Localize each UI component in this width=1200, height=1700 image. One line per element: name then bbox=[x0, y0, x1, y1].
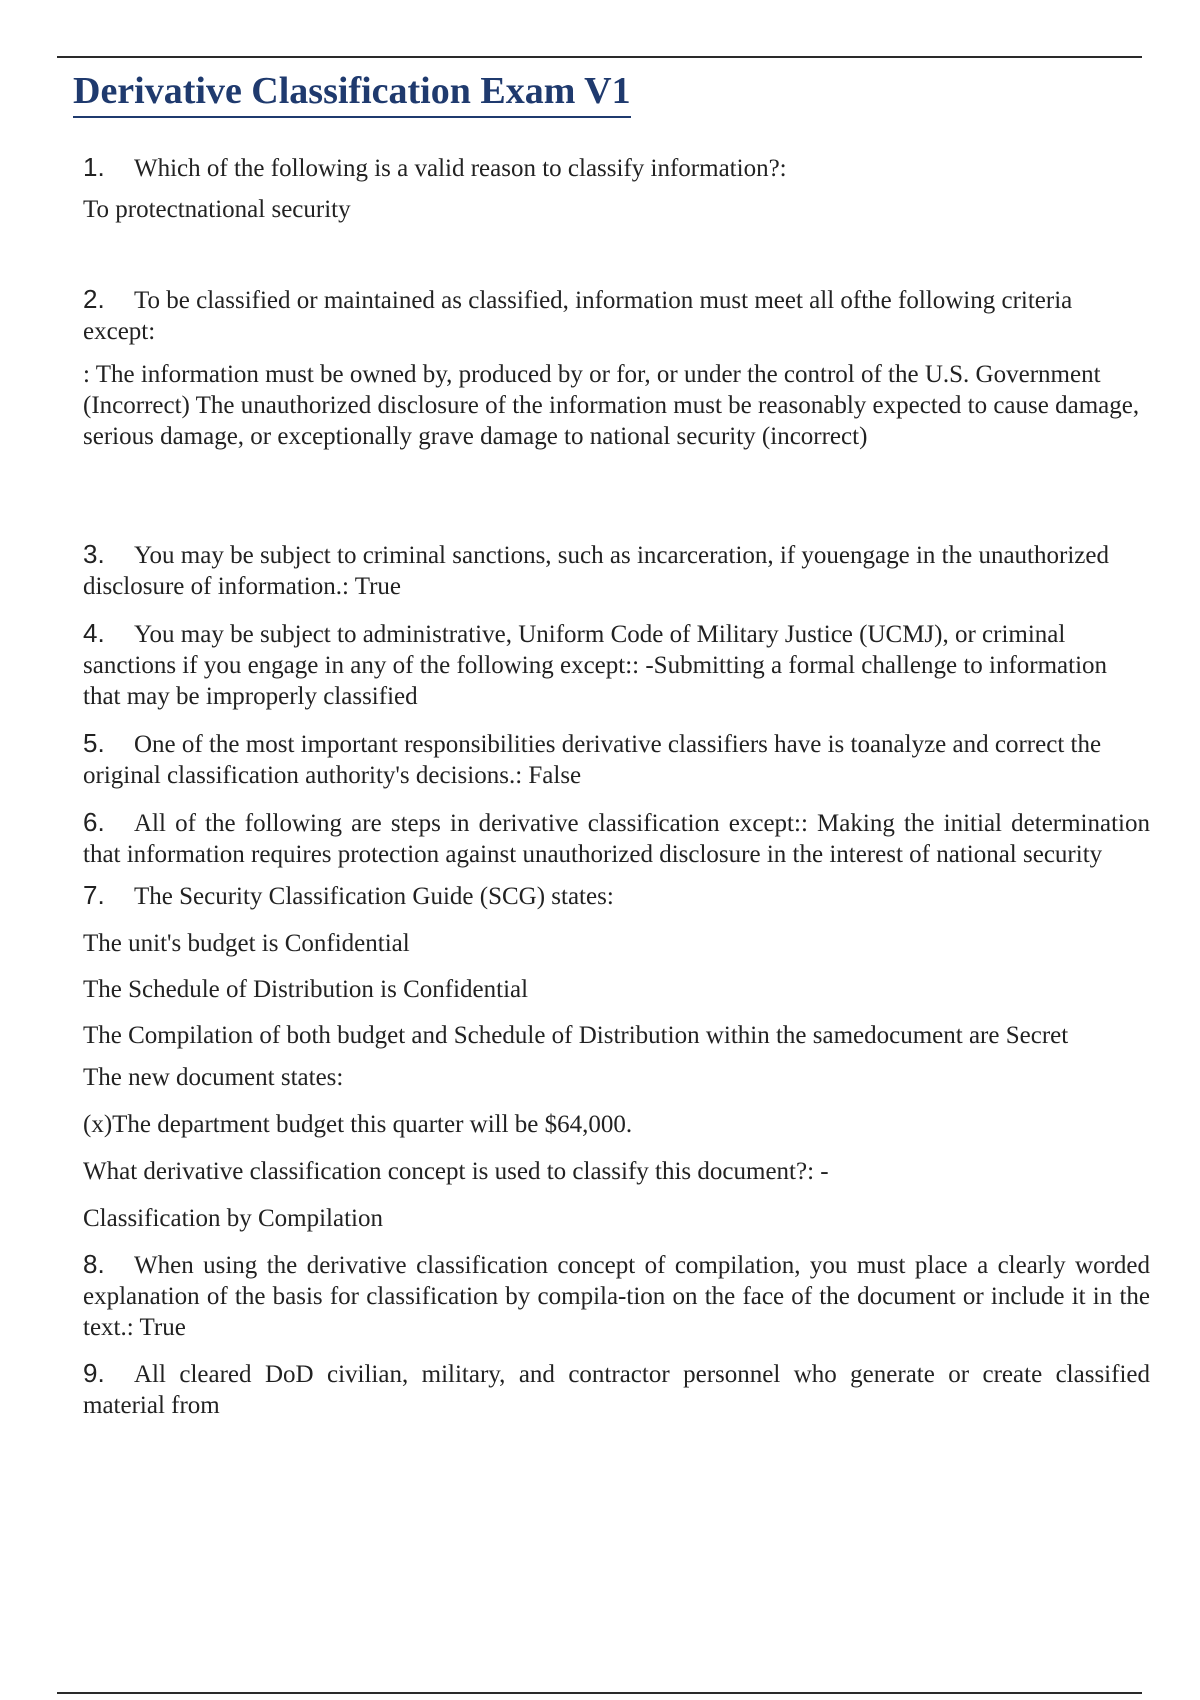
answer-2: : The information must be owned by, produced by or for, or under the control of the U.S. Government (Incorrect) The unauthorized disclosure of the information must be reasonably expected to cause damage, serious damage, or exceptionally grave damage to national security (incorrect) bbox=[83, 361, 1140, 450]
scenario-line: The Compilation of both budget and Schedule of Distribution within the samedocument are Secret bbox=[83, 1022, 1069, 1049]
question-8 bbox=[83, 1249, 1150, 1343]
answer-1: To protectnational security bbox=[83, 196, 351, 223]
question-text: To be classified or maintained as classified, information must meet all ofthe following criteria except: bbox=[83, 287, 1073, 345]
question-5 bbox=[83, 728, 1150, 791]
document-body bbox=[83, 152, 1150, 1421]
question-text: One of the most important responsibilities derivative classifiers have is toanalyze and correct the original classification authority's decisions.: False bbox=[83, 731, 1102, 789]
question-number: 4. bbox=[83, 618, 105, 648]
question-text: All of the following are steps in derivative classification except:: Making the initial determination that information requires protection against unauthorized disclosure in the interest of national security bbox=[83, 810, 1150, 868]
question-number: 8. bbox=[83, 1249, 105, 1279]
question-text: You may be subject to criminal sanctions, such as incarceration, if youengage in the unauthorized disclosure of information.: True bbox=[83, 542, 1109, 600]
question-7 bbox=[83, 880, 1150, 912]
question-number: 7. bbox=[83, 880, 105, 910]
question-text: When using the derivative classification concept of compilation, you must place a clearly worded explanation of the basis for classification by compila-tion on the face of the document or include it in the text.: True bbox=[83, 1252, 1150, 1341]
question-3 bbox=[83, 539, 1150, 602]
scenario-line: The new document states: bbox=[83, 1064, 344, 1091]
question-9 bbox=[83, 1358, 1150, 1421]
question-number: 5. bbox=[83, 728, 105, 758]
question-1 bbox=[83, 152, 1150, 184]
question-text: You may be subject to administrative, Uniform Code of Military Justice (UCMJ), or criminal sanctions if you engage in any of the following except:: -Submitting a formal challenge to information that may be improperly classified bbox=[83, 621, 1108, 710]
question-text: All cleared DoD civilian, military, and contractor personnel who generate or create classified material from bbox=[83, 1361, 1150, 1419]
question-2 bbox=[83, 284, 1150, 347]
question-number: 6. bbox=[83, 807, 105, 837]
scenario-line: (x)The department budget this quarter will be $64,000. bbox=[83, 1111, 633, 1138]
question-text: Which of the following is a valid reason to classify information?: bbox=[134, 155, 787, 182]
answer-7: Classification by Compilation bbox=[83, 1205, 383, 1232]
question-number: 9. bbox=[83, 1358, 105, 1388]
scenario-line: The Schedule of Distribution is Confidential bbox=[83, 976, 529, 1003]
top-rule bbox=[57, 56, 1142, 58]
bottom-rule bbox=[57, 1692, 1142, 1694]
page-title: Derivative Classification Exam V1 bbox=[73, 70, 631, 118]
question-4 bbox=[83, 618, 1150, 712]
question-number: 3. bbox=[83, 539, 105, 569]
question-text: The Security Classification Guide (SCG) states: bbox=[134, 883, 614, 910]
question-6 bbox=[83, 807, 1150, 870]
scenario-line: The unit's budget is Confidential bbox=[83, 930, 410, 957]
scenario-line: What derivative classification concept is used to classify this document?: - bbox=[83, 1158, 829, 1185]
question-number: 1. bbox=[83, 152, 105, 182]
question-number: 2. bbox=[83, 284, 105, 314]
